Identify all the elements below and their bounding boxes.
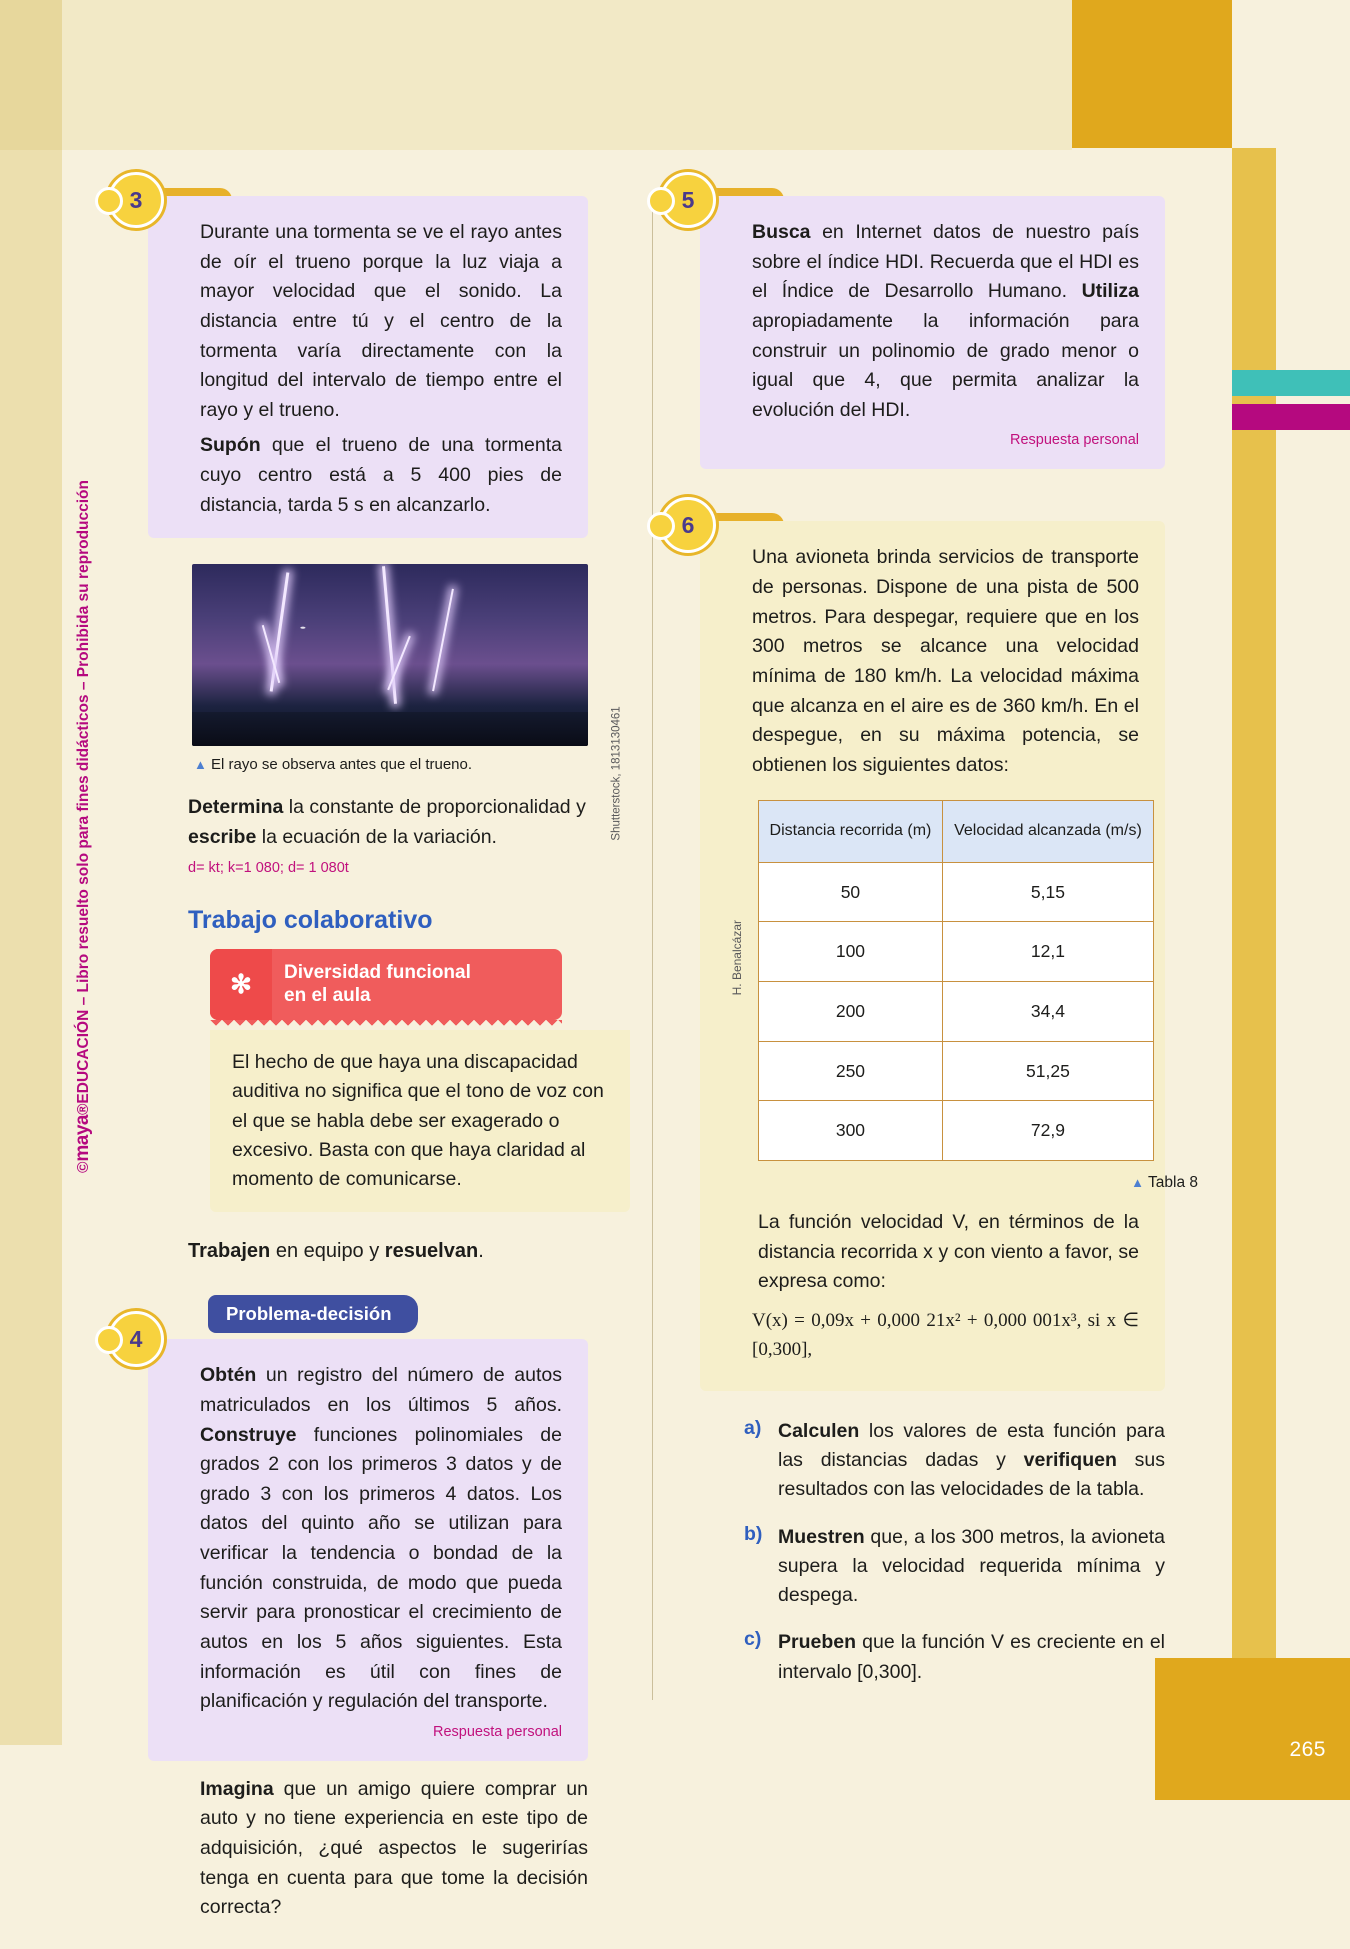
- right-column: [681, 186, 1198, 1705]
- diversidad-label-line-1: Diversidad funcional: [284, 961, 471, 983]
- activity-3-paragraph-1: Durante una tormenta se ve el rayo antes de oír el trueno porque la luz viaja a mayor velocidad que el sonido. La distancia entre tú y el centro de la tormenta varía directamente con la longitud del intervalo de tiempo entre el rayo y el trueno.: [200, 221, 562, 421]
- photo-credit: Shutterstock, 1813130461: [610, 706, 622, 841]
- activity-4: [129, 1277, 588, 1923]
- table-cell-distance: 250: [759, 1041, 943, 1101]
- table-cell-distance: 50: [759, 862, 943, 922]
- list-item: [744, 1417, 1165, 1505]
- table-cell-distance: 200: [759, 981, 943, 1041]
- lead-middle: en equipo y: [270, 1240, 385, 1263]
- activity-6-paragraph: Una avioneta brinda servicios de transporte de personas. Dispone de una pista de 500 metros. Para despegar, requiere que en los 300 metros se alcance una velocidad mínima de 180 km/h. La velocidad máxima que alcanza en el aire es de 360 km/h. En el despegue, en su máxima potencia, se obtienen los siguientes datos:: [752, 546, 1139, 776]
- activity-5-answer: Respuesta personal: [1010, 432, 1139, 449]
- copyright-side-note: [72, 480, 94, 1173]
- list-item-text-1: los valores de esta función para las distancias dadas y: [778, 1419, 1165, 1472]
- table-caption-text: Tabla 8: [1148, 1173, 1198, 1191]
- activity-4-number: 4: [108, 1311, 164, 1367]
- triangle-icon: ▲: [1131, 1174, 1144, 1190]
- activity-6-after-table: La función velocidad V, en términos de la distancia recorrida x y con viento a favor, se expresa como:: [758, 1211, 1139, 1293]
- list-item-text: [778, 1628, 1165, 1687]
- activity-4-panel: [148, 1339, 588, 1761]
- diversidad-zigzag-divider: [210, 1020, 562, 1030]
- activity-3-prompt-end: la ecuación de la variación.: [256, 825, 497, 848]
- table-credit: H. Benalcázar: [730, 920, 744, 996]
- section-title-trabajo-colaborativo: Trabajo colaborativo: [188, 905, 433, 934]
- activity-4-answer: Respuesta personal: [433, 1723, 562, 1740]
- activity-4-bold-imagina: Imagina: [200, 1777, 274, 1800]
- table-row: [759, 1101, 1154, 1161]
- activity-4-paragraph-1: [200, 1361, 562, 1717]
- problema-decision-tag: Problema-decisión: [208, 1295, 418, 1333]
- activity-4-text-1: un registro del número de autos matriculados en los últimos 5 años.: [200, 1364, 562, 1416]
- triangle-icon: ▲: [194, 757, 207, 773]
- diversidad-label-box: [210, 949, 562, 1021]
- activity-6: [681, 511, 1198, 1390]
- activity-5-paragraph: [752, 218, 1139, 425]
- activity-3-bold-supon: Supón: [200, 434, 261, 457]
- table-cell-distance: 300: [759, 1101, 943, 1161]
- lightning-bolt-icon: [270, 573, 290, 692]
- copyright-symbol: ©: [75, 1161, 92, 1174]
- list-item-bold-1: Prueben: [778, 1631, 857, 1654]
- list-item-text-1: que la función V es creciente en el intervalo [0,300].: [778, 1631, 1165, 1683]
- activity-6-number: 6: [660, 497, 716, 553]
- list-item-bold-1: Muestren: [778, 1525, 865, 1548]
- list-item-text-1: que, a los 300 metros, la avioneta supera la velocidad requerida mínima y despega.: [778, 1525, 1165, 1607]
- photo-caption-text: El rayo se observa antes que el trueno.: [211, 756, 473, 774]
- table-row: [759, 862, 1154, 922]
- table-cell-velocity: 51,25: [942, 1041, 1153, 1101]
- activity-5-number: 5: [660, 172, 716, 228]
- lead-end: .: [478, 1240, 484, 1263]
- activity-3-prompt: [188, 793, 588, 879]
- velocity-table: [758, 800, 1154, 1160]
- velocity-formula: V(x) = 0,09x + 0,000 21x² + 0,000 001x³, si x ∈ [0,300],: [752, 1310, 1139, 1360]
- activity-6-panel: [700, 521, 1198, 1390]
- page-top-gold-block: [1072, 0, 1232, 148]
- page-top-band: [62, 0, 1072, 150]
- list-item-key: b): [744, 1522, 763, 1545]
- table-row: [759, 922, 1154, 982]
- activity-3-answer: d= kt; k=1 080; d= 1 080t: [188, 859, 349, 876]
- table-header-row: [759, 801, 1154, 862]
- diversidad-body-panel: El hecho de que haya una discapacidad auditiva no significa que el tono de voz con el que se habla debe ser exagerado o excesivo. Basta con que haya claridad al momento de comunicarse.: [210, 1030, 630, 1212]
- page-number: 265: [1289, 1738, 1326, 1761]
- activity-3-prompt-mid: la constante de proporcionalidad y: [283, 796, 586, 819]
- page-teal-tab: [1232, 370, 1350, 396]
- activity-5-bold-busca: Busca: [752, 221, 811, 243]
- activity-4-imagina: [200, 1775, 588, 1923]
- table-caption: [758, 1171, 1198, 1195]
- diversidad-label-line-2: en el aula: [284, 985, 371, 1007]
- lead-bold-resuelvan: resuelvan: [384, 1240, 479, 1263]
- table-cell-velocity: 12,1: [942, 922, 1153, 982]
- list-item-key: c): [744, 1628, 762, 1651]
- activity-5: [681, 186, 1165, 469]
- list-item-bold-2: verifiquen: [1023, 1449, 1117, 1472]
- velocity-table-wrap: [730, 800, 1198, 1194]
- trabajen-lead: [188, 1240, 588, 1263]
- activity-3-bold-escribe: escribe: [188, 825, 257, 848]
- lightning-bolt-icon: [432, 589, 454, 691]
- activity-4-text-3: que un amigo quiere comprar un auto y no tiene experiencia en este tipo de adquisición, ¿qué aspectos le sugerirías tenga en cuenta para que tome la decisión correcta?: [200, 1777, 588, 1919]
- table-cell-velocity: 5,15: [942, 862, 1153, 922]
- activity-5-bold-utiliza: Utiliza: [1081, 280, 1139, 303]
- list-item: [744, 1523, 1165, 1611]
- activity-3-panel: [148, 196, 588, 538]
- list-item-bold-1: Calculen: [778, 1419, 860, 1442]
- brand-name: maya: [72, 1114, 93, 1162]
- photo-ground: [192, 712, 588, 746]
- page-magenta-tab: [1232, 404, 1350, 430]
- table-row: [759, 1041, 1154, 1101]
- list-item-text: [778, 1523, 1165, 1611]
- list-item-text: [778, 1417, 1165, 1505]
- activity-6-subitems: [744, 1417, 1165, 1687]
- activity-3-paragraph-2: [200, 431, 562, 520]
- activity-5-text-1: en Internet datos de nuestro país sobre el índice HDI. Recuerda que el HDI es el Índice de Desarrollo Humano.: [752, 221, 1139, 303]
- page-bottom-gold-block: [1155, 1658, 1350, 1800]
- flower-icon: ✻: [210, 949, 272, 1021]
- activity-3-number: 3: [108, 172, 164, 228]
- list-item-text-2: sus resultados con las velocidades de la tabla.: [778, 1449, 1165, 1501]
- column-divider: [652, 200, 653, 1700]
- activity-3-paragraph-2-rest: que el trueno de una tormenta cuyo centro está a 5 400 pies de distancia, tarda 5 s en alcanzarlo.: [200, 434, 562, 516]
- table-header-velocity: Velocidad alcanzada (m/s): [942, 801, 1153, 862]
- activity-3: [129, 186, 588, 538]
- table-header-distance: Distancia recorrida (m): [759, 801, 943, 862]
- activity-3-bold-determina: Determina: [188, 796, 284, 819]
- left-column: [129, 186, 622, 1949]
- list-item-key: a): [744, 1416, 762, 1439]
- activity-4-text-2: funciones polinomiales de grados 2 con los primeros 3 datos y de grado 3 con los primeros 4 datos. Los datos del quinto año se utilizan para verificar la tendencia o bondad de la función construida, de modo que pueda servir para pronosticar el crecimiento de autos en los 5 años siguientes. Esta información es útil con fines de planificación y regulación del transporte.: [200, 1423, 562, 1713]
- lead-bold-trabajen: Trabajen: [188, 1240, 271, 1263]
- copyright-text: ®EDUCACIÓN – Libro resuelto solo para fines didácticos – Prohibida su reproducción: [75, 480, 92, 1115]
- table-row: [759, 981, 1154, 1041]
- table-cell-velocity: 72,9: [942, 1101, 1153, 1161]
- photo-caption: [192, 756, 588, 773]
- page-left-margin-band: [0, 0, 62, 1800]
- activity-5-text-2: apropiadamente la información para construir un polinomio de grado menor o igual que 4, que permita analizar la evolución del HDI.: [752, 309, 1139, 421]
- table-cell-velocity: 34,4: [942, 981, 1153, 1041]
- page-top-left-band: [0, 0, 62, 150]
- list-item: [744, 1628, 1165, 1687]
- activity-4-bold-obten: Obtén: [200, 1364, 257, 1387]
- lightning-photo: [192, 564, 588, 746]
- table-cell-distance: 100: [759, 922, 943, 982]
- activity-4-bold-construye: Construye: [200, 1423, 297, 1446]
- activity-5-panel: [700, 196, 1165, 469]
